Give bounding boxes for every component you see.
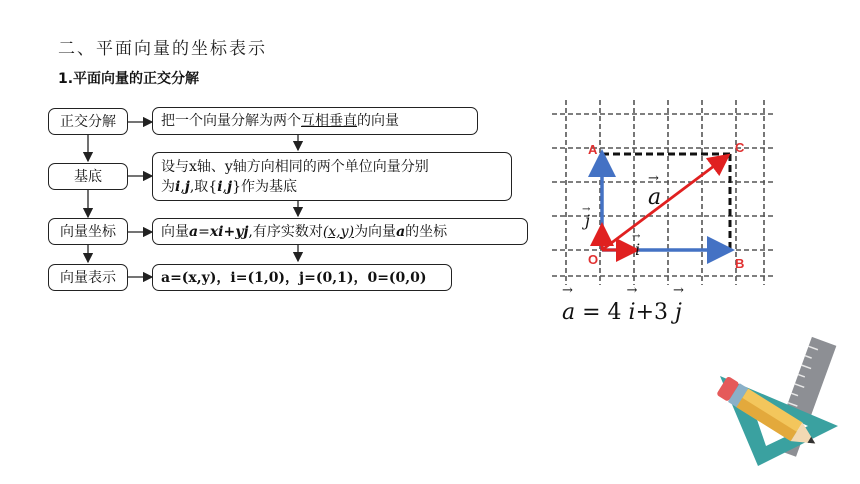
representation-text: a=(x,y)，i=(1,0)，j=(0,1)，0=(0,0) bbox=[161, 269, 427, 286]
arrow-j: → bbox=[673, 283, 684, 298]
ordered-pair: (x,y) bbox=[322, 223, 355, 240]
formula-i-letter: i bbox=[628, 300, 636, 325]
desc-basis bbox=[152, 152, 512, 201]
formula-a-letter: a bbox=[562, 300, 576, 325]
text-pre: 向量 bbox=[161, 223, 189, 240]
comma: , bbox=[222, 178, 227, 195]
formula-eq: = 4 bbox=[575, 300, 629, 325]
text-mid: ,有序实数对 bbox=[248, 223, 323, 240]
formula-plus: +3 bbox=[635, 300, 676, 325]
equals: = bbox=[198, 223, 210, 240]
label-vector-representation: 向量表示 bbox=[48, 264, 128, 291]
desc-basis-line1: 设与x轴、y轴方向相同的两个单位向量分别 bbox=[161, 158, 429, 175]
vec-j: j bbox=[227, 178, 233, 195]
desc-text-underline: 互相垂直 bbox=[301, 113, 357, 129]
desc-text-post: 的向量 bbox=[357, 113, 399, 129]
label-basis: 基底 bbox=[48, 163, 128, 190]
formula-i bbox=[626, 283, 638, 325]
vector-a bbox=[602, 157, 726, 250]
vector-a-label: a bbox=[648, 185, 662, 210]
comma: , bbox=[180, 178, 185, 195]
vec-i: i bbox=[217, 178, 223, 195]
vec-i: i bbox=[175, 178, 181, 195]
point-a-label: A bbox=[588, 142, 598, 157]
formula-j-letter: j bbox=[675, 300, 682, 325]
vector-j-arrow: → bbox=[582, 204, 591, 215]
arrow-i: → bbox=[626, 283, 638, 298]
vector-grid-diagram bbox=[552, 100, 774, 285]
arrow-a: → bbox=[562, 283, 573, 298]
desc-vector-representation bbox=[152, 264, 452, 291]
text-post: 为向量 bbox=[354, 223, 397, 240]
desc-orthogonal-decomposition bbox=[152, 107, 478, 135]
decomposition-formula bbox=[562, 283, 684, 325]
vector-j-label: j bbox=[585, 211, 590, 230]
section-title: 二、平面向量的坐标表示 bbox=[58, 39, 267, 59]
subsection-title: 1.平面向量的正交分解 bbox=[58, 71, 200, 87]
vec-a: a bbox=[396, 223, 406, 240]
desc-vector-coordinates bbox=[152, 218, 528, 245]
vector-i-label: i bbox=[635, 240, 641, 259]
text-post2: 的坐标 bbox=[405, 223, 448, 240]
point-o-label: O bbox=[588, 252, 599, 267]
vec-j: j bbox=[184, 178, 190, 195]
expr: xi+yj bbox=[209, 223, 249, 240]
desc-text-pre: 把一个向量分解为两个 bbox=[161, 113, 301, 129]
text-post: }作为基底 bbox=[232, 178, 297, 195]
label-vector-coordinates: 向量坐标 bbox=[48, 218, 128, 245]
vector-i-arrow: → bbox=[632, 231, 641, 242]
point-b-label: B bbox=[735, 256, 745, 271]
flowchart-connectors bbox=[0, 0, 540, 300]
label-orthogonal-decomposition: 正交分解 bbox=[48, 108, 128, 135]
text-pre: 为 bbox=[161, 178, 175, 195]
desc-basis-line2 bbox=[161, 177, 297, 197]
text-mid: ,取{ bbox=[189, 178, 218, 195]
formula-j bbox=[673, 283, 684, 325]
vec-a: a bbox=[189, 223, 199, 240]
ruler-pencil-icon bbox=[700, 334, 850, 474]
formula-a bbox=[562, 283, 576, 325]
point-c-label: C bbox=[735, 140, 745, 155]
vector-a-arrow: → bbox=[648, 171, 659, 186]
